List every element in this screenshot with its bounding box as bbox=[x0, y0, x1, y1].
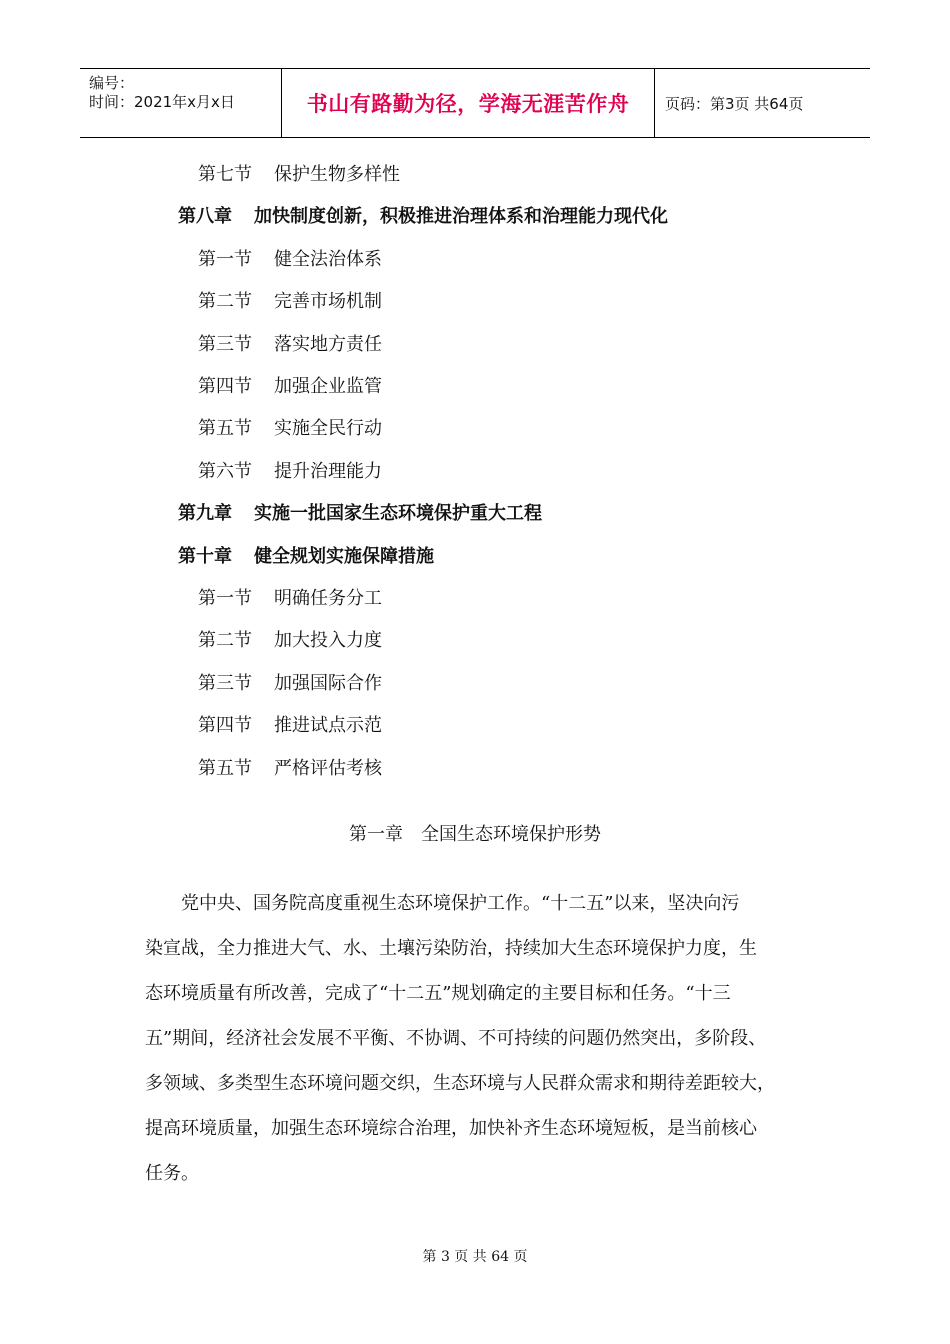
toc-section bbox=[198, 287, 382, 313]
body-line: 染宣战，全力推进大气、水、土壤污染防治，持续加大生态环境保护力度，生 bbox=[145, 938, 757, 959]
toc-section bbox=[198, 669, 382, 695]
header-page-info: 页码：第3页 共64页 bbox=[665, 94, 804, 113]
toc-number: 第一节 bbox=[198, 588, 252, 609]
toc-section bbox=[198, 584, 382, 610]
toc-number: 第六节 bbox=[198, 460, 252, 482]
page-footer: 第 3 页 共 64 页 bbox=[422, 1249, 528, 1265]
header-meta-cell bbox=[80, 69, 282, 137]
header-motto: 书山有路勤为径，学海无涯苦作舟 bbox=[282, 69, 655, 137]
body-line: 任务。 bbox=[145, 1163, 199, 1184]
toc-title: 实施全民行动 bbox=[274, 418, 382, 440]
page-header bbox=[80, 68, 870, 138]
toc-title: 健全规划实施保障措施 bbox=[254, 545, 434, 567]
toc-title: 加大投入力度 bbox=[274, 630, 382, 652]
toc-number: 第四节 bbox=[198, 376, 252, 397]
toc-section bbox=[198, 457, 382, 483]
toc-number: 第九章 bbox=[178, 503, 232, 525]
toc-title: 完善市场机制 bbox=[274, 291, 382, 313]
toc-section bbox=[198, 160, 400, 186]
chapter-heading: 第一章 全国生态环境保护形势 bbox=[349, 824, 601, 845]
code-label: 编号： bbox=[89, 74, 135, 92]
toc-number: 第八章 bbox=[178, 206, 232, 228]
body-line: 党中央、国务院高度重视生态环境保护工作。“十二五”以来，坚决向污 bbox=[145, 893, 740, 914]
toc-chapter bbox=[178, 542, 434, 568]
body-line: 多领域、多类型生态环境问题交织，生态环境与人民群众需求和期待差距较大， bbox=[145, 1073, 775, 1094]
toc-number: 第二节 bbox=[198, 291, 252, 313]
toc-section bbox=[198, 245, 382, 271]
toc-title: 提升治理能力 bbox=[274, 460, 382, 482]
toc-title: 保护生物多样性 bbox=[274, 164, 400, 185]
toc-number: 第五节 bbox=[198, 757, 252, 779]
toc-title: 加快制度创新，积极推进治理体系和治理能力现代化 bbox=[254, 206, 668, 228]
toc-chapter bbox=[178, 202, 668, 228]
toc-number: 第七节 bbox=[198, 164, 252, 185]
toc-title: 健全法治体系 bbox=[274, 248, 382, 270]
toc-number: 第四节 bbox=[198, 715, 252, 737]
body-line: 提高环境质量，加强生态环境综合治理，加快补齐生态环境短板，是当前核心 bbox=[145, 1118, 757, 1139]
toc-number: 第十章 bbox=[178, 545, 232, 567]
toc-number: 第一节 bbox=[198, 248, 252, 270]
toc-title: 加强企业监管 bbox=[274, 376, 382, 397]
toc-section bbox=[198, 754, 382, 780]
toc-title: 严格评估考核 bbox=[274, 757, 382, 779]
toc-section bbox=[198, 626, 382, 652]
body-paragraph bbox=[145, 881, 820, 1196]
body-line: 五”期间，经济社会发展不平衡、不协调、不可持续的问题仍然突出，多阶段、 bbox=[145, 1028, 767, 1049]
toc-number: 第五节 bbox=[198, 418, 252, 440]
toc-title: 实施一批国家生态环境保护重大工程 bbox=[254, 503, 542, 525]
toc-number: 第三节 bbox=[198, 333, 252, 355]
toc-chapter bbox=[178, 499, 542, 525]
toc-section bbox=[198, 414, 382, 440]
toc-number: 第三节 bbox=[198, 672, 252, 694]
toc-title: 推进试点示范 bbox=[274, 715, 382, 737]
body-line: 态环境质量有所改善，完成了“十二五”规划确定的主要目标和任务。“十三 bbox=[145, 983, 731, 1004]
toc-section bbox=[198, 372, 382, 398]
toc-title: 明确任务分工 bbox=[274, 588, 382, 609]
time-label: 时间：2021年x月x日 bbox=[89, 93, 235, 111]
toc-section bbox=[198, 711, 382, 737]
toc-number: 第二节 bbox=[198, 630, 252, 652]
toc-title: 落实地方责任 bbox=[274, 333, 382, 355]
toc-title: 加强国际合作 bbox=[274, 672, 382, 694]
toc-section bbox=[198, 330, 382, 356]
